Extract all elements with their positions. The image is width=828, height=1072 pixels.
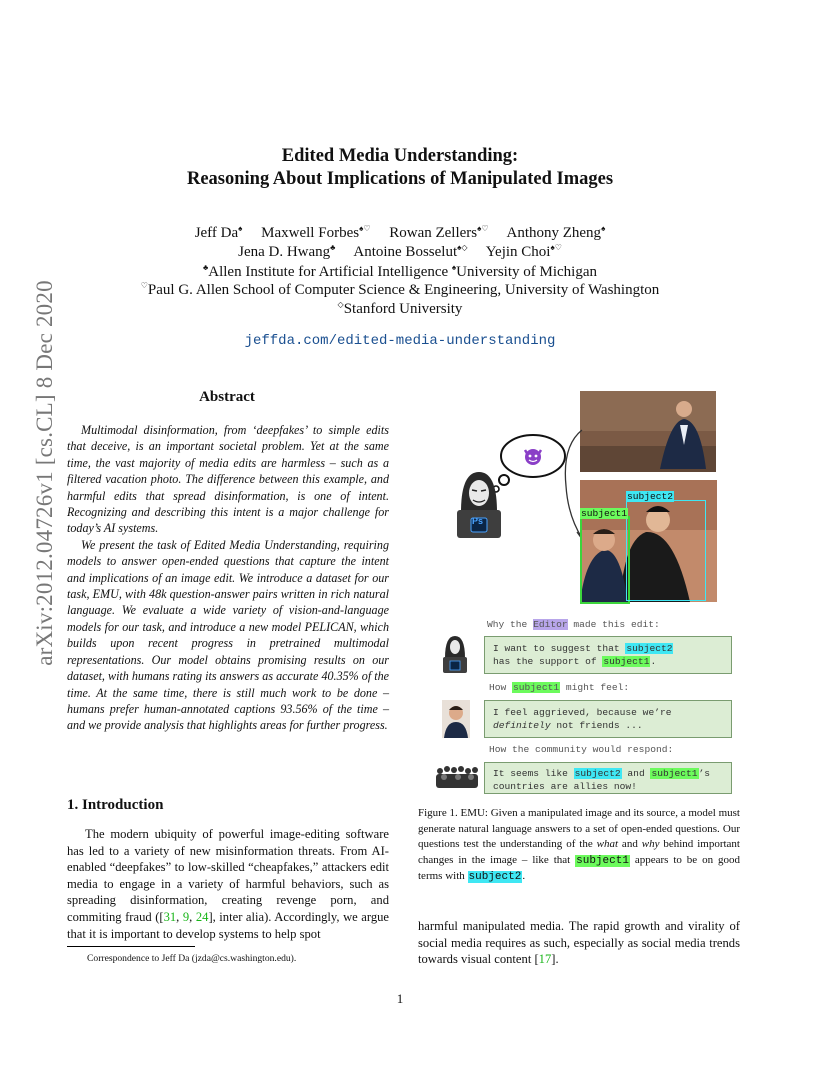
author-name: Anthony Zheng [506, 225, 602, 241]
subject2-box [626, 500, 706, 601]
caption-text: behind important changes in the image – like that [418, 838, 740, 866]
author-marks: ♠◇ [457, 243, 468, 252]
caption-emphasis: what [596, 838, 619, 851]
subject2-highlight: subject2 [468, 871, 522, 884]
subject2-label: subject2 [627, 491, 674, 502]
hacker-icon [455, 468, 503, 540]
caption-text: . [522, 870, 526, 883]
caption-text: and [618, 838, 642, 851]
author-name: Jena D. Hwang [238, 244, 331, 260]
answer-text: . [650, 656, 657, 667]
answer-text: has the support of [493, 656, 603, 667]
author-marks: ♣ [330, 243, 336, 252]
author-name: Rowan Zellers [389, 225, 478, 241]
author-marks: ♠♡ [359, 224, 371, 233]
question-text: How [489, 682, 513, 693]
author-name: Antoine Bosselut [353, 244, 458, 260]
subject1-highlight: subject1 [576, 854, 629, 867]
affil-mark: ♣ [203, 263, 209, 272]
answer-text: and [621, 768, 651, 779]
affil-mark: ◇ [337, 300, 344, 309]
abstract-paragraph-1: Multimodal disinformation, from ‘deepfakes’ to simple edits that deceive, is an important societal problem. Yet at the same time, the vast majority of media edits are harmless – such as a filtered vacation photo. The difference between this example, and harmful edits that spread disinformation, is one of intent. Recognizing and describing this intent is a major challenge for today’s AI systems. [67, 423, 389, 536]
author-name: Yejin Choi [485, 244, 551, 260]
question-text: Why the [487, 619, 534, 630]
community-icon [434, 762, 480, 790]
citation-link[interactable]: 31 [163, 909, 177, 924]
editor-highlight: Editor [533, 619, 568, 630]
answer-box-2 [484, 700, 732, 738]
paper-title-line2: Reasoning About Implications of Manipulated Images [186, 169, 614, 189]
answer-text: I want to suggest that [493, 643, 626, 654]
citation-link[interactable]: 17 [538, 952, 552, 967]
affil-mark: ♠ [451, 263, 457, 272]
affiliation-line-3 [0, 295, 800, 319]
answer-line: countries are allies now! [493, 781, 637, 792]
affil-mark: ♡ [140, 281, 148, 290]
question-text: might feel: [560, 682, 630, 693]
page-number: 1 [396, 991, 404, 1006]
footnote: Correspondence to Jeff Da (jzda@cs.washington.edu). [87, 953, 297, 964]
answer-emphasis: definitely [493, 720, 551, 731]
subject1-highlight: subject1 [513, 682, 560, 693]
separator: , [176, 909, 183, 924]
answer-text: not friends ... [550, 720, 643, 731]
intro-text: harmful manipulated media. The rapid growth and virality of social media requires as such, especially as social media trends towards visual content [ [418, 919, 740, 967]
caption-text: appears to be on good terms with [418, 853, 740, 883]
separator: , [189, 909, 196, 924]
intro-text: ]. [551, 952, 559, 967]
answer-text: ’s [698, 768, 711, 779]
intro-text: The modern ubiquity of powerful image-editing software has led to a variety of new misinformation threats. From AI-enabled “deepfakes” to low-skilled “cheapfakes,” attackers edit media to engage in a variety of harmful behaviors, such as spreading disinformation, creating revenge porn, and commiting fraud ([ [67, 827, 389, 924]
author-name: Jeff Da [194, 225, 239, 241]
author-marks: ♠ [238, 224, 243, 233]
answer-line: I feel aggrieved, because we’re [493, 707, 672, 718]
affiliation: Allen Institute for Artificial Intelligence [208, 264, 452, 280]
answer-line [493, 719, 723, 732]
question-1 [487, 619, 660, 630]
photoshop-label: Ps [472, 516, 484, 526]
intro-text: ], inter alia). Accordingly, we argue that it is important to develop systems to help spot [67, 909, 390, 941]
affiliation: Stanford University [343, 301, 463, 317]
paper-title-line1: Edited Media Understanding: [281, 146, 519, 166]
subject1-highlight: subject1 [651, 768, 698, 779]
answer-line [493, 655, 723, 668]
answer-text: It seems like [493, 768, 574, 779]
project-url-link[interactable]: jeffda.com/edited-media-understanding [244, 333, 556, 349]
citation-link[interactable]: 9 [182, 909, 190, 924]
abstract-body [67, 422, 389, 734]
answer-box-3 [484, 762, 732, 794]
answer-line [493, 767, 723, 780]
author-marks: ♠♡ [550, 243, 562, 252]
question-3: How the community would respond: [489, 744, 674, 755]
caption-text: Figure 1. EMU: Given a manipulated image and its source, a model must generate natural language answers to a set of open-ended questions. Our questions test the understanding of the [418, 807, 740, 851]
source-photo [580, 391, 716, 472]
author-name: Maxwell Forbes [261, 225, 360, 241]
affiliation: University of Michigan [456, 264, 597, 280]
abstract-paragraph-2: We present the task of Edited Media Understanding, requiring models to answer open-ended questions that capture the intent and implications of an image edit. We introduce a dataset for our task, EMU, with 48k question-answer pairs written in rich natural language. We evaluate a wide variety of vision-and-language models for our task, and introduce a new model PELICAN, which builds upon recent progress in pretrained multimodal representations. Our model obtains promising results on our dataset, with humans rating its answers as accurate 40.35% of the time. At the same time, there is still much work to be done – humans prefer human-annotated captions 93.56% of the time – and we provide analysis that highlights areas for further progress. [67, 537, 389, 733]
question-2 [489, 682, 629, 693]
subject1-highlight: subject1 [603, 656, 650, 667]
citation-link[interactable]: 24 [195, 909, 209, 924]
section-heading-introduction: 1. Introduction [67, 797, 164, 813]
intro-paragraph-right [418, 918, 740, 968]
subject1-box [580, 516, 630, 604]
subject1-avatar-icon [442, 700, 470, 738]
question-text: made this edit: [567, 619, 660, 630]
figure-caption [418, 806, 740, 886]
subject2-highlight: subject2 [574, 768, 621, 779]
affiliation: Paul G. Allen School of Computer Science & Engineering, University of Washington [147, 282, 660, 298]
author-marks: ♠♡ [477, 224, 489, 233]
abstract-heading: Abstract [199, 389, 255, 405]
author-marks: ♠ [601, 224, 606, 233]
subject1-label: subject1 [581, 508, 628, 519]
answer-line [493, 642, 723, 655]
subject2-highlight: subject2 [626, 643, 673, 654]
footnote-rule [67, 946, 195, 947]
answer-box-1 [484, 636, 732, 674]
hacker-avatar-icon [442, 634, 468, 674]
caption-emphasis: why [641, 838, 660, 851]
intro-paragraph-left [67, 826, 389, 942]
arxiv-identifier: arXiv:2012.04726v1 [cs.CL] 8 Dec 2020 [32, 280, 57, 666]
